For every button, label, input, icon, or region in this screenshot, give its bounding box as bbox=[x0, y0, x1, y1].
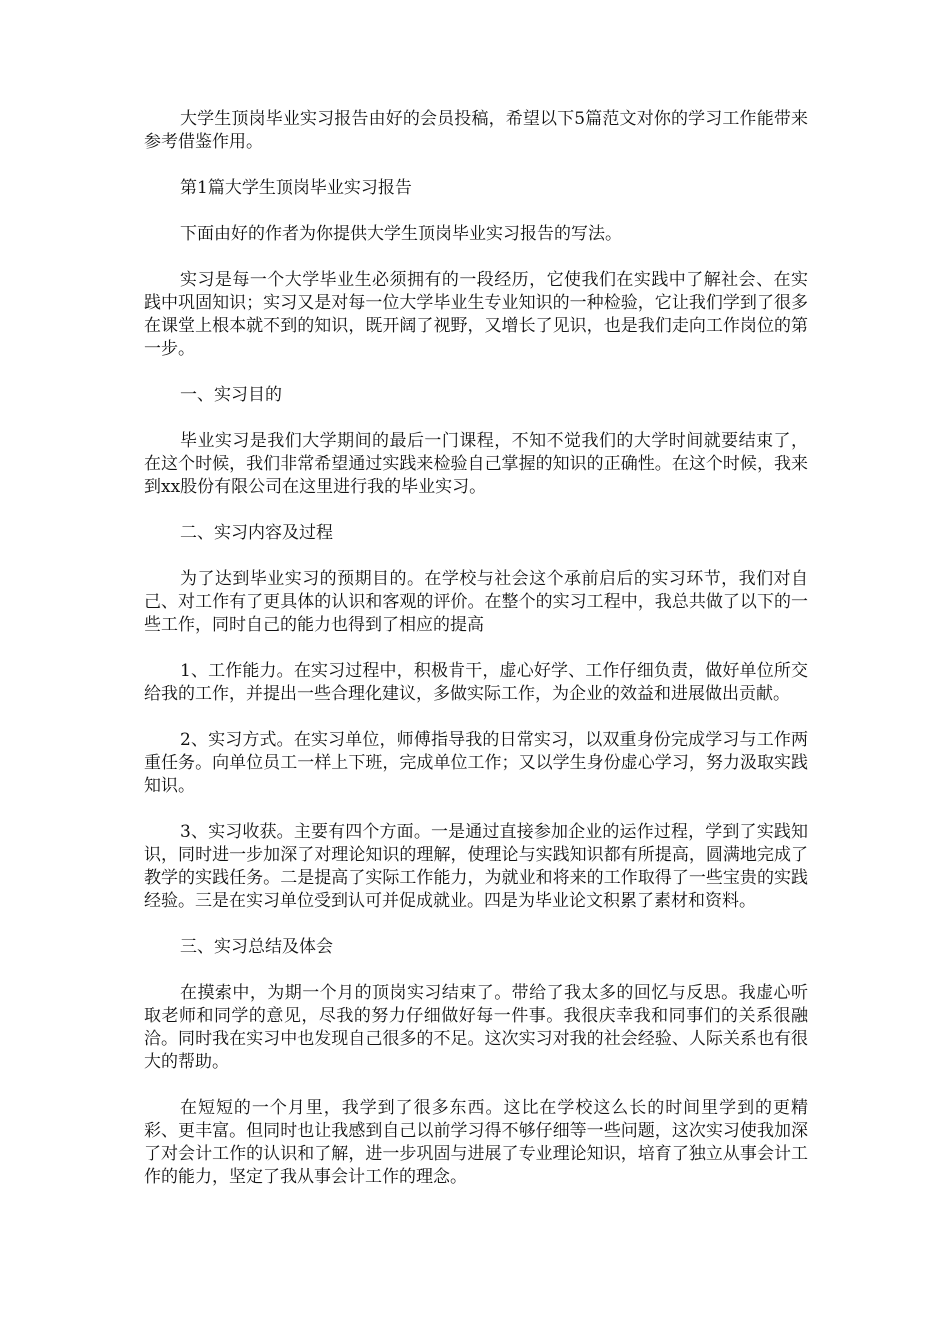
section-heading-purpose: 一、实习目的 bbox=[180, 385, 282, 405]
list-item-paragraph: 1、工作能力。在实习过程中，积极肯干，虚心好学、工作仔细负责，做好单位所交给我的工作，并提出一些合理化建议，多做实际工作，为企业的效益和进展做出贡献。 bbox=[144, 661, 808, 704]
document-body bbox=[144, 108, 808, 1212]
article-title: 第1篇大学生顶岗毕业实习报告 bbox=[180, 178, 412, 198]
body-paragraph: 在短短的一个月里，我学到了很多东西。这比在学校这么长的时间里学到的更精彩、更丰富。但同时也让我感到自己以前学习得不够仔细等一些问题，这次实习使我加深了对会计工作的认识和了解，进一步巩固与进展了专业理论知识，培育了独立从事会计工作的能力，坚定了我从事会计工作的理念。 bbox=[144, 1098, 808, 1187]
body-paragraph: 毕业实习是我们大学期间的最后一门课程，不知不觉我们的大学时间就要结束了，在这个时候，我们非常希望通过实践来检验自己掌握的知识的正确性。在这个时候，我来到xx股份有限公司在这里进行我的毕业实习。 bbox=[144, 431, 808, 497]
list-item-paragraph: 3、实习收获。主要有四个方面。一是通过直接参加企业的运作过程，学到了实践知识，同时进一步加深了对理论知识的理解，使理论与实践知识都有所提高，圆满地完成了教学的实践任务。二是提高了实际工作能力，为就业和将来的工作取得了一些宝贵的实践经验。三是在实习单位受到认可并促成就业。四是为毕业论文积累了素材和资料。 bbox=[144, 822, 808, 911]
body-paragraph: 实习是每一个大学毕业生必须拥有的一段经历，它使我们在实践中了解社会、在实践中巩固知识；实习又是对每一位大学毕业生专业知识的一种检验，它让我们学到了很多在课堂上根本就不到的知识，既开阔了视野，又增长了见识，也是我们走向工作岗位的第一步。 bbox=[144, 270, 808, 359]
list-item-paragraph: 2、实习方式。在实习单位，师傅指导我的日常实习，以双重身份完成学习与工作两重任务。向单位员工一样上下班，完成单位工作；又以学生身份虚心学习，努力汲取实践知识。 bbox=[144, 730, 808, 796]
intro-paragraph: 大学生顶岗毕业实习报告由好的会员投稿，希望以下5篇范文对你的学习工作能带来参考借鉴作用。 bbox=[144, 109, 808, 152]
section-heading-summary: 三、实习总结及体会 bbox=[180, 937, 333, 957]
section-heading-content: 二、实习内容及过程 bbox=[180, 523, 333, 543]
lead-paragraph: 下面由好的作者为你提供大学生顶岗毕业实习报告的写法。 bbox=[180, 224, 622, 244]
body-paragraph: 为了达到毕业实习的预期目的。在学校与社会这个承前启后的实习环节，我们对自己、对工作有了更具体的认识和客观的评价。在整个的实习工程中，我总共做了以下的一些工作，同时自己的能力也得到了相应的提高 bbox=[144, 569, 808, 635]
body-paragraph: 在摸索中，为期一个月的顶岗实习结束了。带给了我太多的回忆与反思。我虚心听取老师和同学的意见，尽我的努力仔细做好每一件事。我很庆幸我和同事们的关系很融洽。同时我在实习中也发现自己很多的不足。这次实习对我的社会经验、人际关系也有很大的帮助。 bbox=[144, 983, 808, 1072]
